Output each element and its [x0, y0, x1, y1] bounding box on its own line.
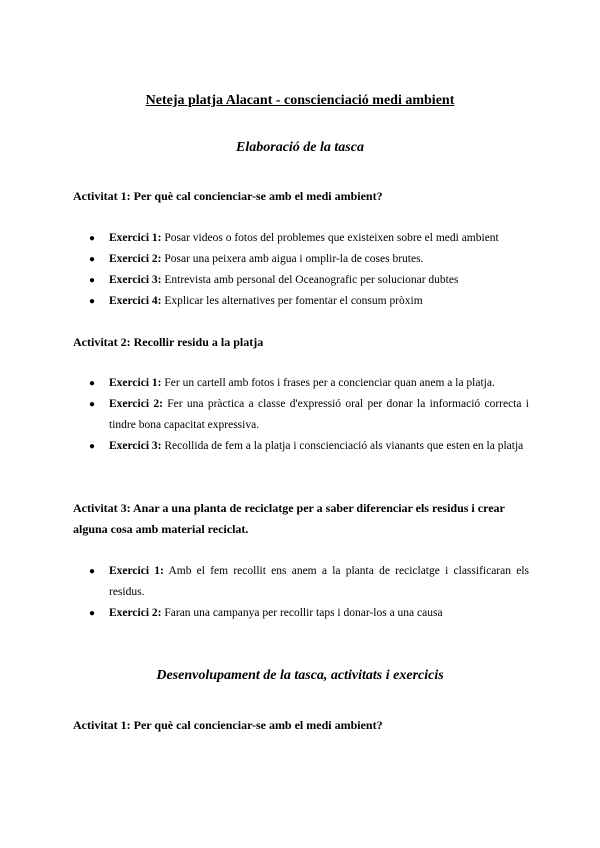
list-item [73, 373, 529, 394]
bullet-icon: ● [89, 608, 96, 619]
activity-1-title: Activitat 1: Per què cal concienciar-se amb el medi ambient? [73, 189, 383, 203]
bullet-icon: ● [89, 378, 96, 389]
activity-3-exercises [73, 561, 529, 624]
bullet-icon: ● [89, 399, 96, 410]
list-item [73, 603, 529, 624]
bullet-icon: ● [89, 233, 96, 244]
exercise-label: Exercici 2: [109, 398, 163, 410]
exercise-label: Exercici 2: [109, 607, 162, 619]
exercise-label: Exercici 1: [109, 565, 164, 577]
bullet-icon: ● [89, 296, 96, 307]
bullet-icon: ● [89, 566, 96, 577]
list-item [73, 394, 529, 436]
bullet-icon: ● [89, 254, 96, 265]
activity-3-title: Activitat 3: Anar a una planta de reciclatge per a saber diferenciar els residus i crear alguna cosa amb material reciclat. [73, 501, 505, 536]
list-item [73, 228, 529, 249]
exercise-label: Exercici 3: [109, 274, 162, 286]
exercise-label: Exercici 3: [109, 440, 162, 452]
document-title: Neteja platja Alacant - conscienciació medi ambient [145, 93, 455, 108]
activity-2-title: Activitat 2: Recollir residu a la platja [73, 335, 264, 349]
exercise-text: Entrevista amb personal del Oceanografic per solucionar dubtes [161, 274, 459, 286]
list-item [73, 291, 529, 312]
exercise-text: Posar videos o fotos del problemes que existeixen sobre el medi ambient [161, 232, 499, 244]
exercise-text: Explicar les alternatives per fomentar el consum pròxim [161, 295, 423, 307]
exercise-label: Exercici 2: [109, 253, 162, 265]
section-heading-desenvolupament: Desenvolupament de la tasca, activitats i exercicis [156, 668, 444, 683]
bullet-icon: ● [89, 275, 96, 286]
list-item [73, 561, 529, 603]
exercise-text: Recollida de fem a la platja i conscienciació als vianants que esten en la platja [161, 440, 524, 452]
exercise-label: Exercici 1: [109, 232, 162, 244]
activity-2-exercises [73, 373, 529, 457]
list-item [73, 270, 529, 291]
list-item [73, 436, 529, 457]
exercise-text: Faran una campanya per recollir taps i donar-los a una causa [161, 607, 443, 619]
exercise-text: Amb el fem recollit ens anem a la planta de reciclatge i classificaran els residus. [109, 565, 529, 598]
section-heading-elaboracio: Elaboració de la tasca [236, 140, 364, 155]
exercise-label: Exercici 4: [109, 295, 162, 307]
activity-1-exercises [73, 228, 529, 312]
exercise-text: Fer un cartell amb fotos i frases per a concienciar quan anem a la platja. [161, 377, 495, 389]
exercise-text: Posar una peixera amb aigua i omplir-la de coses brutes. [161, 253, 424, 265]
list-item [73, 249, 529, 270]
bullet-icon: ● [89, 441, 96, 452]
section2-activity-1-title: Activitat 1: Per què cal concienciar-se amb el medi ambient? [73, 718, 383, 732]
exercise-text: Fer una pràctica a classe d'expressió oral per donar la informació correcta i tindre bona capacitat expressiva. [109, 398, 529, 431]
exercise-label: Exercici 1: [109, 377, 162, 389]
